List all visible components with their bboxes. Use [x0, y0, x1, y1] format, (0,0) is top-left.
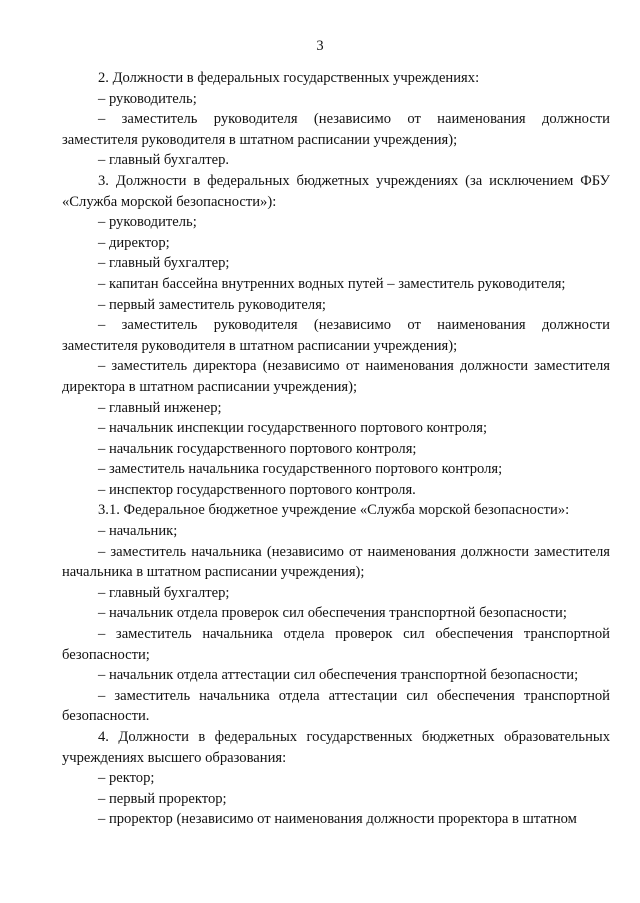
list-item: – первый проректор;: [98, 790, 227, 807]
list-item: – заместитель руководителя (независимо от наименования должности заместителя руководителя в штатном расписании учреждения);: [62, 111, 610, 148]
list-item: – главный инженер;: [98, 399, 222, 416]
list-item: – начальник отдела аттестации сил обеспечения транспортной безопасности;: [98, 667, 579, 684]
list-item: – заместитель директора (независимо от наименования должности заместителя директора в штатном расписании учреждения);: [62, 358, 610, 395]
list-item: – руководитель;: [98, 90, 197, 107]
list-item: – заместитель начальника отдела аттестации сил обеспечения транспортной безопасности.: [62, 687, 610, 725]
list-item: – начальник государственного портового контроля;: [98, 440, 417, 457]
list-item: – директор;: [98, 234, 170, 251]
page-number: 3: [316, 38, 324, 54]
list-item: – заместитель начальника (независимо от наименования должности заместителя начальника в штатном расписании учреждения);: [62, 543, 610, 581]
list-item: – инспектор государственного портового контроля.: [98, 481, 416, 498]
list-item: – проректор (независимо от наименования должности проректора в штатном: [98, 811, 577, 828]
list-item: – руководитель;: [98, 214, 197, 231]
document-body: [62, 68, 610, 830]
list-item: – начальник;: [98, 523, 178, 540]
list-item: – главный бухгалтер;: [98, 255, 230, 272]
list-item: – главный бухгалтер;: [98, 584, 230, 601]
list-item: – заместитель начальника государственного портового контроля;: [98, 461, 503, 478]
list-item: – капитан бассейна внутренних водных путей – заместитель руководителя;: [98, 275, 566, 292]
section-4-heading: 4. Должности в федеральных государственных бюджетных образовательных учреждениях высшего образования:: [62, 729, 610, 766]
list-item: – начальник инспекции государственного портового контроля;: [98, 420, 488, 437]
list-item: – главный бухгалтер.: [98, 152, 230, 169]
section-3-heading: 3. Должности в федеральных бюджетных учреждениях (за исключением ФБУ «Служба морской безопасности»):: [62, 172, 610, 210]
list-item: – заместитель руководителя (независимо от наименования должности заместителя руководителя в штатном расписании учреждения);: [62, 317, 610, 354]
list-item: – заместитель начальника отдела проверок сил обеспечения транспортной безопасности;: [62, 626, 610, 663]
list-item: – первый заместитель руководителя;: [98, 296, 326, 313]
section-2-heading: 2. Должности в федеральных государственных учреждениях:: [98, 70, 480, 86]
list-item: – начальник отдела проверок сил обеспечения транспортной безопасности;: [98, 605, 567, 622]
section-3-1-heading: 3.1. Федеральное бюджетное учреждение «Служба морской безопасности»:: [98, 502, 570, 519]
list-item: – ректор;: [98, 770, 155, 787]
